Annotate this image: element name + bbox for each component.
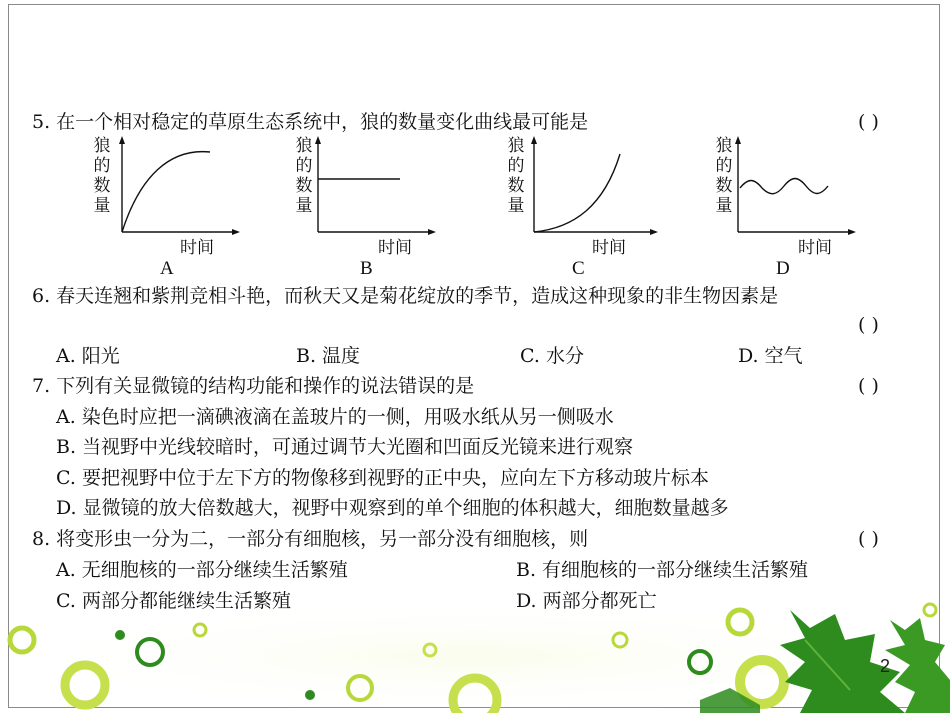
q5-stem: 5. 在一个相对稳定的草原生态系统中，狼的数量变化曲线最可能是 — [32, 111, 589, 133]
q8-choice-b[interactable]: B. 有细胞核的一部分继续生活繁殖 — [516, 559, 809, 581]
option-label-d: D — [776, 258, 790, 279]
y-axis-label: 狼 的 数 量 — [715, 136, 733, 216]
y-axis-label: 狼 的 数 量 — [295, 136, 313, 216]
q8-choice-d[interactable]: D. 两部分都死亡 — [516, 590, 657, 612]
q5-answer-paren[interactable]: ( ) — [858, 111, 879, 133]
decorative-leaves-circles — [0, 600, 950, 713]
y-axis-label: 狼 的 数 量 — [507, 136, 525, 216]
q7-choice-a[interactable]: A. 染色时应把一滴碘液滴在盖玻片的一侧，用吸水纸从另一侧吸水 — [56, 406, 614, 428]
option-label-b: B — [360, 258, 373, 279]
curve-exponential — [534, 154, 620, 232]
q8-answer-paren[interactable]: ( ) — [858, 528, 879, 550]
q6-stem: 6. 春天连翘和紫荆竞相斗艳，而秋天又是菊花绽放的季节，造成这种现象的非生物因素是 — [32, 285, 779, 307]
q8-choice-a[interactable]: A. 无细胞核的一部分继续生活繁殖 — [56, 559, 348, 581]
q6-choice-d[interactable]: D. 空气 — [738, 345, 803, 367]
x-axis-label: 时间 — [592, 238, 626, 258]
q8-stem: 8. 将变形虫一分为二，一部分有细胞核，另一部分没有细胞核，则 — [32, 528, 589, 550]
option-label-a: A — [160, 258, 174, 279]
option-label-c: C — [572, 258, 585, 279]
x-axis-label: 时间 — [798, 238, 832, 258]
q7-choice-b[interactable]: B. 当视野中光线较暗时，可通过调节大光圈和凹面反光镜来进行观察 — [56, 436, 634, 458]
q8-choice-c[interactable]: C. 两部分都能继续生活繁殖 — [56, 590, 291, 612]
curve-fluctuating — [740, 179, 828, 194]
x-axis-label: 时间 — [378, 238, 412, 258]
q7-choice-d[interactable]: D. 显微镜的放大倍数越大，视野中观察到的单个细胞的体积越大，细胞数量越多 — [56, 497, 729, 519]
q6-choice-b[interactable]: B. 温度 — [296, 345, 361, 367]
dot-icon — [305, 690, 315, 700]
y-axis-label: 狼 的 数 量 — [93, 136, 111, 216]
curve-logistic — [122, 152, 210, 232]
x-axis-label: 时间 — [180, 238, 214, 258]
q6-answer-paren[interactable]: ( ) — [858, 314, 879, 336]
q7-answer-paren[interactable]: ( ) — [858, 375, 879, 397]
page-number: 2 — [880, 656, 891, 676]
dot-icon — [115, 630, 125, 640]
q7-choice-c[interactable]: C. 要把视野中位于左下方的物像移到视野的正中央，应向左下方移动玻片标本 — [56, 467, 709, 489]
q6-choice-c[interactable]: C. 水分 — [520, 345, 584, 367]
q7-stem: 7. 下列有关显微镜的结构功能和操作的说法错误的是 — [32, 375, 475, 397]
q6-choice-a[interactable]: A. 阳光 — [56, 345, 120, 367]
